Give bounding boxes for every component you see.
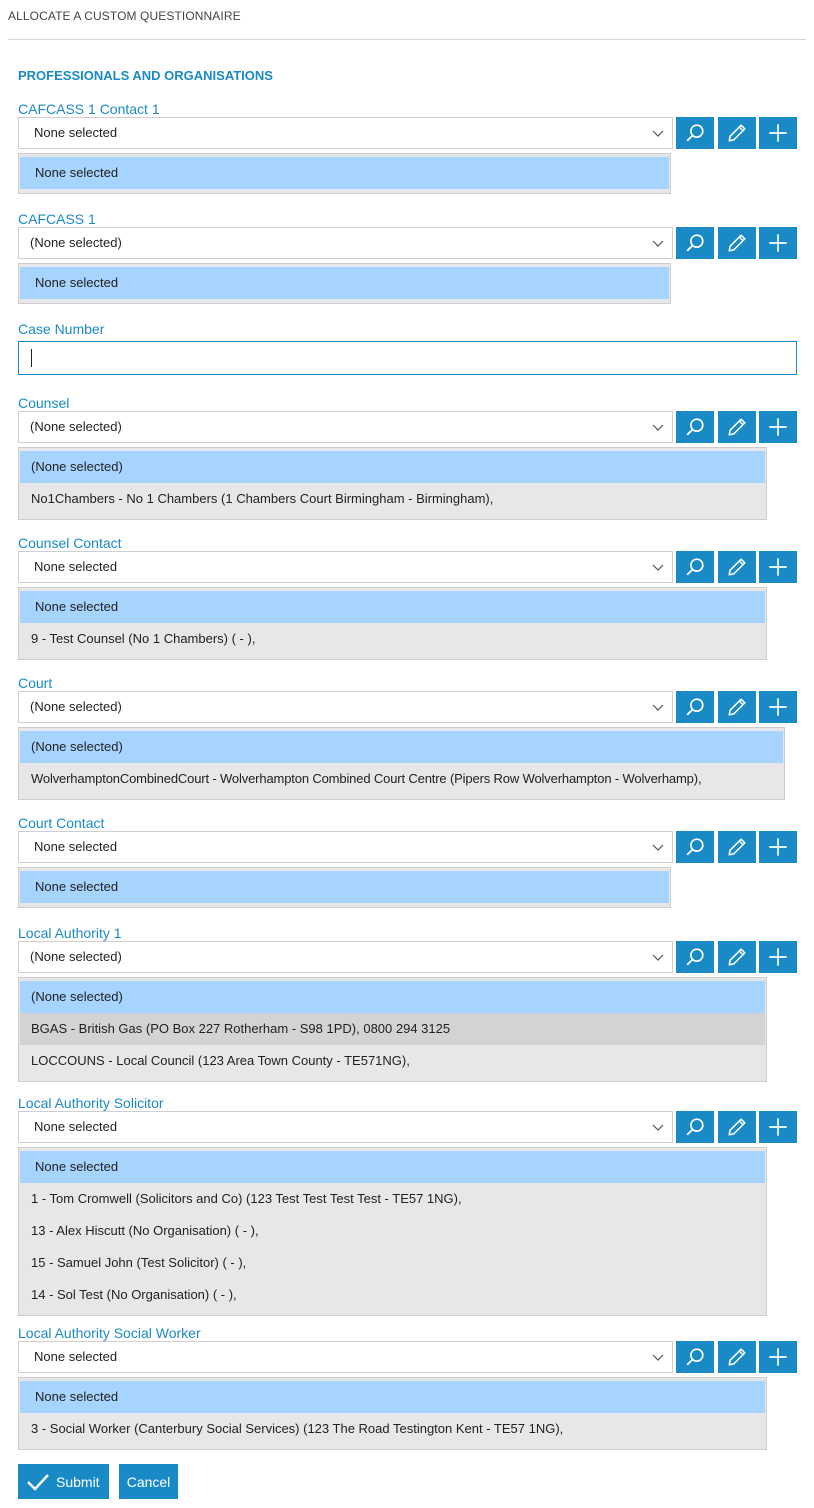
chevron-down-icon[interactable] (652, 1351, 664, 1363)
edit-button[interactable] (718, 411, 756, 443)
edit-button[interactable] (718, 1111, 756, 1143)
list-option[interactable]: (None selected) (20, 981, 765, 1013)
field-label: Counsel (18, 395, 70, 411)
edit-button[interactable] (718, 831, 756, 863)
local-authority-1-select[interactable] (18, 941, 673, 973)
field-label: Counsel Contact (18, 535, 122, 551)
chevron-down-icon[interactable] (652, 1121, 664, 1133)
submit-label: Submit (56, 1473, 100, 1490)
add-button[interactable] (759, 941, 797, 973)
counsel-select[interactable] (18, 411, 673, 443)
pencil-icon (726, 232, 748, 254)
list-option[interactable]: None selected (20, 157, 669, 189)
select-value: None selected (34, 1119, 118, 1134)
list-option[interactable]: 9 - Test Counsel (No 1 Chambers) ( - ), (31, 631, 256, 646)
list-option[interactable]: (None selected) (20, 451, 765, 483)
plus-icon (767, 122, 789, 144)
pencil-icon (726, 1116, 748, 1138)
cafcass1-contact1-select[interactable] (18, 117, 673, 149)
edit-button[interactable] (718, 227, 756, 259)
list-option[interactable]: None selected (20, 871, 669, 903)
edit-button[interactable] (718, 551, 756, 583)
field-la-social-worker (18, 1324, 798, 1436)
plus-icon (767, 836, 789, 858)
list-option[interactable]: BGAS - British Gas (PO Box 227 Rotherham - S98 1PD), 0800 294 3125 (20, 1013, 765, 1045)
dropdown-list (18, 153, 671, 194)
field-label: Local Authority 1 (18, 925, 122, 941)
dropdown-list (18, 263, 671, 304)
search-icon (684, 232, 706, 254)
pencil-icon (726, 122, 748, 144)
add-button[interactable] (759, 831, 797, 863)
field-label: CAFCASS 1 Contact 1 (18, 101, 160, 117)
field-court (18, 674, 798, 786)
field-counsel (18, 394, 798, 506)
field-label: Local Authority Social Worker (18, 1325, 201, 1341)
list-option[interactable]: 13 - Alex Hiscutt (No Organisation) ( - ), (31, 1223, 259, 1238)
plus-icon (767, 696, 789, 718)
add-button[interactable] (759, 1341, 797, 1373)
select-value: None selected (34, 125, 118, 140)
list-option[interactable]: 3 - Social Worker (Canterbury Social Services) (123 The Road Testington Kent - TE57 1NG), (31, 1421, 564, 1436)
add-button[interactable] (759, 227, 797, 259)
search-icon (684, 122, 706, 144)
dropdown-list (18, 447, 767, 520)
title-divider (8, 39, 806, 40)
section-heading: PROFESSIONALS AND ORGANISATIONS (18, 68, 273, 83)
plus-icon (767, 1116, 789, 1138)
chevron-down-icon[interactable] (652, 951, 664, 963)
case-number-input[interactable] (18, 341, 797, 375)
search-icon (684, 416, 706, 438)
field-label: Case Number (18, 321, 105, 337)
select-value: (None selected) (30, 235, 122, 250)
add-button[interactable] (759, 551, 797, 583)
list-option[interactable]: LOCCOUNS - Local Council (123 Area Town County - TE571NG), (31, 1053, 410, 1068)
add-button[interactable] (759, 691, 797, 723)
pencil-icon (726, 836, 748, 858)
field-label: Court (18, 675, 53, 691)
search-button[interactable] (676, 1111, 714, 1143)
la-social-worker-select[interactable] (18, 1341, 673, 1373)
edit-button[interactable] (718, 941, 756, 973)
select-value: (None selected) (30, 699, 122, 714)
plus-icon (767, 1346, 789, 1368)
add-button[interactable] (759, 117, 797, 149)
field-local-authority-1 (18, 924, 798, 1068)
search-button[interactable] (676, 831, 714, 863)
search-button[interactable] (676, 227, 714, 259)
dropdown-list (18, 727, 785, 800)
pencil-icon (726, 1346, 748, 1368)
search-button[interactable] (676, 941, 714, 973)
field-label: Local Authority Solicitor (18, 1095, 164, 1111)
dropdown-list (18, 587, 767, 660)
dropdown-list (18, 977, 767, 1082)
list-option[interactable]: 14 - Sol Test (No Organisation) ( - ), (31, 1287, 237, 1302)
list-option[interactable]: No1Chambers - No 1 Chambers (1 Chambers Court Birmingham - Birmingham), (31, 491, 494, 506)
cafcass1-select[interactable] (18, 227, 673, 259)
list-option[interactable]: 15 - Samuel John (Test Solicitor) ( - ), (31, 1255, 247, 1270)
search-icon (684, 696, 706, 718)
pencil-icon (726, 556, 748, 578)
chevron-down-icon[interactable] (652, 421, 664, 433)
pencil-icon (726, 696, 748, 718)
list-option[interactable]: WolverhamptonCombinedCourt - Wolverhampton Combined Court Centre (Pipers Row Wolverhampton - Wolverhamp), (31, 771, 702, 786)
cancel-button[interactable] (119, 1464, 178, 1499)
chevron-down-icon[interactable] (652, 841, 664, 853)
add-button[interactable] (759, 411, 797, 443)
edit-button[interactable] (718, 1341, 756, 1373)
list-option[interactable]: 1 - Tom Cromwell (Solicitors and Co) (123 Test Test Test Test - TE57 1NG), (31, 1191, 462, 1206)
field-case-number (18, 320, 798, 375)
select-value: None selected (34, 839, 118, 854)
chevron-down-icon[interactable] (652, 701, 664, 713)
page-title: ALLOCATE A CUSTOM QUESTIONNAIRE (8, 9, 241, 23)
list-option[interactable]: None selected (20, 1151, 765, 1183)
chevron-down-icon[interactable] (652, 561, 664, 573)
cancel-label: Cancel (126, 1473, 171, 1490)
search-button[interactable] (676, 691, 714, 723)
court-select[interactable] (18, 691, 673, 723)
field-cafcass1 (18, 210, 798, 290)
field-counsel-contact (18, 534, 798, 646)
search-icon (684, 836, 706, 858)
dropdown-list (18, 1147, 767, 1316)
chevron-down-icon[interactable] (652, 127, 664, 139)
field-label: CAFCASS 1 (18, 211, 96, 227)
select-value: None selected (34, 1349, 118, 1364)
dropdown-list (18, 867, 671, 908)
search-icon (684, 1116, 706, 1138)
field-la-solicitor (18, 1094, 798, 1302)
submit-button[interactable] (18, 1464, 109, 1499)
search-icon (684, 946, 706, 968)
add-button[interactable] (759, 1111, 797, 1143)
text-caret (31, 349, 32, 367)
search-button[interactable] (676, 1341, 714, 1373)
plus-icon (767, 416, 789, 438)
list-option[interactable]: None selected (20, 267, 669, 299)
plus-icon (767, 946, 789, 968)
pencil-icon (726, 946, 748, 968)
search-icon (684, 1346, 706, 1368)
select-value: (None selected) (30, 419, 122, 434)
edit-button[interactable] (718, 117, 756, 149)
plus-icon (767, 556, 789, 578)
plus-icon (767, 232, 789, 254)
select-value: (None selected) (30, 949, 122, 964)
search-button[interactable] (676, 117, 714, 149)
chevron-down-icon[interactable] (652, 237, 664, 249)
search-button[interactable] (676, 411, 714, 443)
list-option[interactable]: (None selected) (20, 731, 783, 763)
court-contact-select[interactable] (18, 831, 673, 863)
search-icon (684, 556, 706, 578)
select-value: None selected (34, 559, 118, 574)
counsel-contact-select[interactable] (18, 551, 673, 583)
edit-button[interactable] (718, 691, 756, 723)
pencil-icon (726, 416, 748, 438)
field-cafcass1-contact1 (18, 100, 798, 180)
list-option[interactable]: None selected (20, 591, 765, 623)
checkmark-icon (26, 1472, 50, 1492)
la-solicitor-select[interactable] (18, 1111, 673, 1143)
field-court-contact (18, 814, 798, 894)
search-button[interactable] (676, 551, 714, 583)
dropdown-list (18, 1377, 767, 1450)
list-option[interactable]: None selected (20, 1381, 765, 1413)
field-label: Court Contact (18, 815, 105, 831)
